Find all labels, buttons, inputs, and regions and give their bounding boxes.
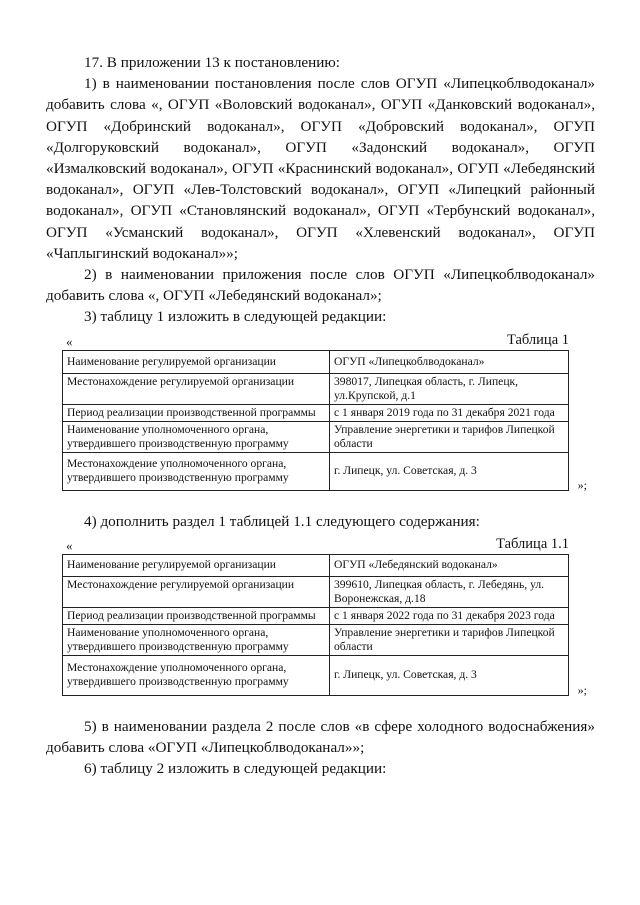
table-cell: Наименование регулируемой организации: [63, 350, 330, 373]
table-cell: Период реализации производственной программы: [63, 404, 330, 421]
table-1-1-caption: Таблица 1.1: [496, 535, 569, 552]
table-1: [62, 350, 569, 491]
table-1-wrapper: [62, 350, 587, 492]
table-cell: с 1 января 2022 года по 31 декабря 2023 года: [330, 607, 569, 624]
table-cell: г. Липецк, ул. Советская, д. 3: [330, 655, 569, 695]
item-17: 17. В приложении 13 к постановлению:: [84, 54, 340, 71]
table-cell: 399610, Липецкая область, г. Лебедянь, ул. Воронежская, д.18: [330, 576, 569, 607]
table-cell: Местонахождение регулируемой организации: [63, 373, 330, 404]
table-cell: Местонахождение регулируемой организации: [63, 576, 330, 607]
table-cell: 398017, Липецкая область, г. Липецк, ул.Крупской, д.1: [330, 373, 569, 404]
table-row: [63, 576, 569, 607]
table-1-1-wrapper: [62, 554, 587, 697]
table-cell: Наименование уполномоченного органа, утвердившего производственную программу: [63, 624, 330, 655]
table-1-1-caption-row: [46, 536, 595, 554]
table-1-1: [62, 554, 569, 696]
table-cell: г. Липецк, ул. Советская, д. 3: [330, 452, 569, 490]
table-row: [63, 421, 569, 452]
table-row: [63, 452, 569, 490]
document-page: [46, 52, 595, 779]
open-quote: «: [66, 333, 73, 349]
item-3: 3) таблицу 1 изложить в следующей редакции:: [84, 308, 387, 326]
table-1-caption: Таблица 1: [506, 331, 569, 348]
table-cell: Управление энергетики и тарифов Липецкой области: [330, 624, 569, 655]
item-1: 1) в наименовании постановления после слов ОГУП «Липецкоблводоканал» добавить слова «, ОГУП «Воловский водоканал», ОГУП «Данковский водоканал», ОГУП «Добринский водоканал», ОГУП «Добровский водоканал», ОГУП «Долгоруковский водоканал», ОГУП «Задонский водоканал», ОГУП «Измалковский водоканал», ОГУП «Краснинский водоканал», ОГУП «Лебедянский водоканал», ОГУП «Лев-Толстовский водоканал», ОГУП «Липецкий районный водоканал», ОГУП «Становлянский водоканал», ОГУП «Тербунский водоканал», ОГУП «Усманский водоканал», ОГУП «Хлевенский водоканал», ОГУП «Чаплыгинский водоканал»»;: [46, 75, 595, 262]
table-row: [63, 655, 569, 695]
open-quote: «: [66, 537, 73, 553]
table-cell: ОГУП «Липецкоблводоканал»: [330, 350, 569, 373]
table-1-caption-row: [46, 332, 595, 350]
table-row: [63, 624, 569, 655]
item-4: 4) дополнить раздел 1 таблицей 1.1 следующего содержания:: [84, 512, 480, 530]
table-cell: Местонахождение уполномоченного органа, утвердившего производственную программу: [63, 452, 330, 490]
table-row: [63, 554, 569, 576]
item-2: 2) в наименовании приложения после слов ОГУП «Липецкоблводоканал» добавить слова «, ОГУП «Лебедянский водоканал»;: [46, 266, 595, 305]
table-row: [63, 607, 569, 624]
table-row: [63, 350, 569, 373]
table-cell: Наименование уполномоченного органа, утвердившего производственную программу: [63, 421, 330, 452]
table-cell: Период реализации производственной программы: [63, 607, 330, 624]
close-quote: »;: [577, 477, 587, 492]
item-6: 6) таблицу 2 изложить в следующей редакции:: [84, 760, 387, 778]
table-cell: с 1 января 2019 года по 31 декабря 2021 года: [330, 404, 569, 421]
table-cell: Управление энергетики и тарифов Липецкой области: [330, 421, 569, 452]
table-row: [63, 373, 569, 404]
item-5: 5) в наименовании раздела 2 после слов «в сфере холодного водоснабжения» добавить слова «ОГУП «Липецкоблводоканал»»;: [46, 717, 595, 757]
table-cell: Наименование регулируемой организации: [63, 554, 330, 576]
table-cell: Местонахождение уполномоченного органа, утвердившего производственную программу: [63, 655, 330, 695]
close-quote: »;: [577, 682, 587, 697]
table-row: [63, 404, 569, 421]
table-cell: ОГУП «Лебедянский водоканал»: [330, 554, 569, 576]
